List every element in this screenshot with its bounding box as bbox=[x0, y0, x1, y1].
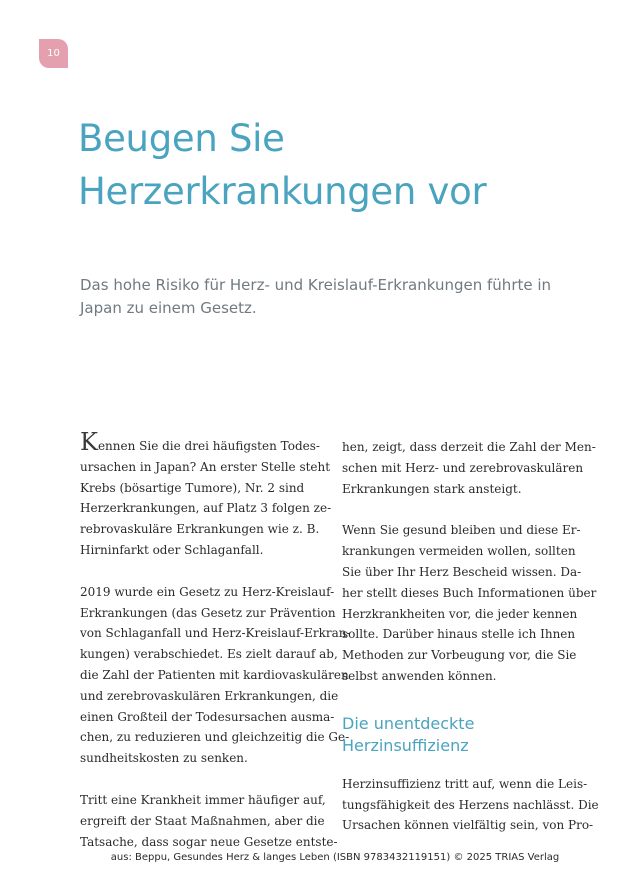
text-line: Ursachen können vielfältig sein, von Pro- bbox=[342, 818, 594, 833]
text-line: schen mit Herz- und zerebrovaskulären bbox=[342, 460, 584, 475]
text-line: Erkrankungen stark ansteigt. bbox=[342, 481, 522, 496]
text-line: krankungen vermeiden wollen, sollten bbox=[342, 544, 576, 559]
text-line: einen Großteil der Todesursachen ausma- bbox=[80, 709, 335, 724]
subheading-line: Herzinsuffizienz bbox=[342, 735, 469, 755]
text-line: 2019 wurde ein Gesetz zu Herz-Kreislauf- bbox=[80, 584, 335, 599]
continuation-paragraph bbox=[342, 437, 596, 499]
text-line bbox=[80, 428, 325, 457]
text-line: Hirninfarkt oder Schlaganfall. bbox=[80, 542, 264, 557]
title-line: Beugen Sie bbox=[78, 117, 285, 160]
text-line: kungen) verabschiedet. Es zielt darauf ab, bbox=[80, 647, 338, 662]
text-line: und zerebrovaskulären Erkrankungen, die bbox=[80, 688, 339, 703]
advice-paragraph bbox=[342, 520, 597, 686]
title-line: Herzerkrankungen vor bbox=[78, 170, 487, 213]
heart-failure-paragraph bbox=[342, 774, 599, 836]
text-line: rebrovaskuläre Erkrankungen wie z. B. bbox=[80, 522, 320, 537]
text-line: selbst anwenden können. bbox=[342, 668, 497, 683]
text-line: chen, zu reduzieren und gleichzeitig die Ge- bbox=[80, 730, 350, 745]
subheading-line: Die unentdeckte bbox=[342, 713, 475, 733]
intro-paragraph bbox=[80, 428, 332, 561]
text-line: Sie über Ihr Herz Bescheid wissen. Da- bbox=[342, 564, 582, 579]
text-line: her stellt dieses Buch Informationen über bbox=[342, 585, 597, 600]
law-paragraph bbox=[80, 582, 351, 769]
measures-paragraph bbox=[80, 790, 338, 852]
lead-line: Das hohe Risiko für Herz- und Kreislauf-Erkrankungen führte in bbox=[80, 276, 552, 294]
text-line: Erkrankungen (das Gesetz zur Prävention bbox=[80, 605, 336, 620]
text-line: sollte. Darüber hinaus stelle ich Ihnen bbox=[342, 627, 576, 642]
text-line: Tatsache, dass sogar neue Gesetze entste- bbox=[80, 834, 338, 849]
section-subheading bbox=[342, 713, 587, 757]
text-line: hen, zeigt, dass derzeit die Zahl der Men- bbox=[342, 440, 596, 454]
text-line: Herzerkrankungen, auf Platz 3 folgen ze- bbox=[80, 501, 332, 516]
page-number-badge bbox=[39, 39, 68, 68]
text-line: Methoden zur Vorbeugung vor, die Sie bbox=[342, 648, 577, 663]
drop-cap: K bbox=[80, 428, 98, 456]
text-line: Herzkrankheiten vor, die jeder kennen bbox=[342, 606, 578, 621]
text-line: ergreift der Staat Maßnahmen, aber die bbox=[80, 813, 325, 828]
text-line: die Zahl der Patienten mit kardiovaskulären bbox=[80, 667, 349, 682]
page-title bbox=[78, 112, 486, 218]
page-number: 10 bbox=[47, 48, 60, 59]
text-line: von Schlaganfall und Herz-Kreislauf-Erkran- bbox=[80, 626, 351, 641]
text-line: Herzinsuffizienz tritt auf, wenn die Leis- bbox=[342, 776, 588, 791]
text-line: tungsfähigkeit des Herzens nachlässt. Die bbox=[342, 797, 599, 812]
right-column bbox=[342, 437, 599, 857]
text-line: sundheitskosten zu senken. bbox=[80, 751, 248, 766]
lead-paragraph bbox=[80, 274, 551, 320]
text-line: Krebs (bösartige Tumore), Nr. 2 sind bbox=[80, 480, 305, 495]
text-line: Tritt eine Krankheit immer häufiger auf, bbox=[80, 792, 326, 807]
source-footer: aus: Beppu, Gesundes Herz & langes Leben (ISBN 9783432119151) © 2025 TRIAS Verlag bbox=[110, 852, 560, 863]
lead-line: Japan zu einem Gesetz. bbox=[80, 299, 257, 317]
text-line-content: ennen Sie die drei häufigsten Todes- bbox=[97, 439, 320, 453]
text-line: Wenn Sie gesund bleiben und diese Er- bbox=[342, 523, 581, 538]
text-line: ursachen in Japan? An erster Stelle steht bbox=[80, 459, 331, 474]
